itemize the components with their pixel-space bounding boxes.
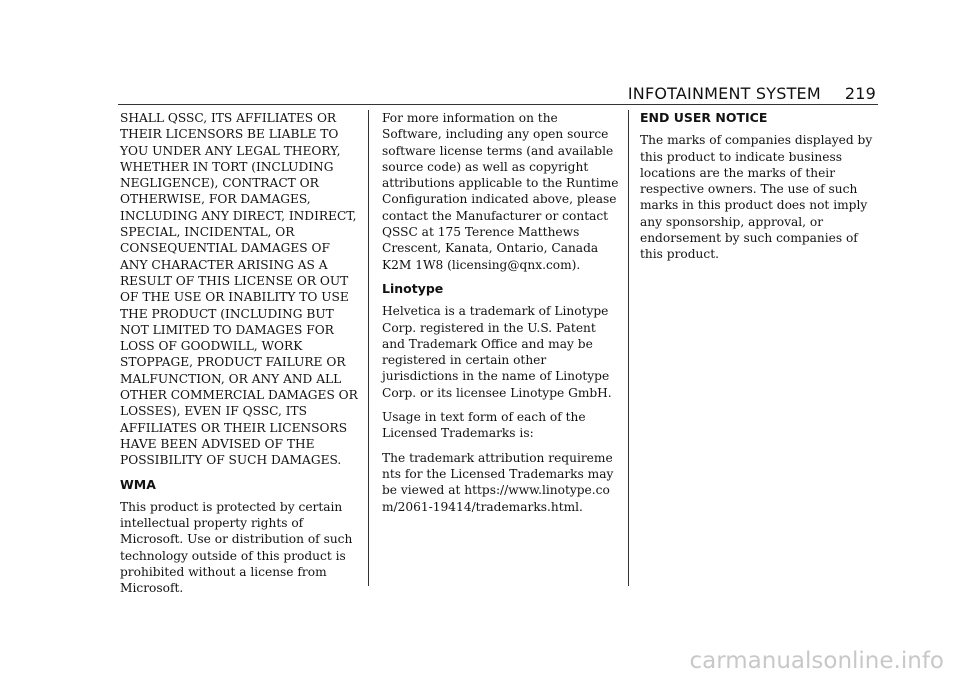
usage-paragraph: Usage in text form of each of the Licensed Trademarks is:	[382, 410, 586, 441]
column-1	[120, 110, 358, 605]
end-user-notice-heading: END USER NOTICE	[640, 110, 768, 125]
attribution-paragraph: The trademark attribution requirements for the Licensed Trademarks may be viewed at https://www.linotype.com/2061-19414/trademarks.html.	[382, 450, 614, 514]
wma-heading: WMA	[120, 476, 156, 492]
column-3	[640, 110, 878, 271]
end-user-notice-paragraph: The marks of companies displayed by this product to indicate business locations are the marks of their respective owners. The use of such marks in this product does not imply any sponsorship, approval, or endorsement by such companies of this product.	[640, 133, 873, 262]
column-divider-1	[368, 110, 369, 586]
software-info-paragraph: For more information on the Software, including any open source software license terms (and available source code) as well as copyright attributions applicable to the Runtime Configuration indicated above, please contact the Manufacturer or contact QSSC at 175 Terence Matthews Crescent, Kanata, Ontario, Canada K2M 1W8 (licensing@qnx.com).	[382, 111, 619, 272]
column-divider-2	[628, 110, 629, 586]
wma-paragraph: This product is protected by certain intellectual property rights of Microsoft. Use or distribution of such technology outside of this product is prohibited without a license from Microsoft.	[120, 499, 353, 596]
watermark: carmanualsonline.info	[689, 648, 944, 674]
linotype-heading: Linotype	[382, 280, 444, 296]
liability-paragraph: SHALL QSSC, ITS AFFILIATES OR THEIR LICENSORS BE LIABLE TO YOU UNDER ANY LEGAL THEORY, WHETHER IN TORT (INCLUDING NEGLIGENCE), CONTRACT OR OTHERWISE, FOR DAMAGES, INCLUDING ANY DIRECT, INDIRECT, SPECIAL, INCIDENTAL, OR CONSEQUENTIAL DAMAGES OF ANY CHARACTER ARISING AS A RESULT OF THIS LICENSE OR OUT OF THE USE OR INABILITY TO USE THE PRODUCT (INCLUDING BUT NOT LIMITED TO DAMAGES FOR LOSS OF GOODWILL, WORK STOPPAGE, PRODUCT FAILURE OR MALFUNCTION, OR ANY AND ALL OTHER COMMERCIAL DAMAGES OR LOSSES), EVEN IF QSSC, ITS AFFILIATES OR THEIR LICENSORS HAVE BEEN ADVISED OF THE POSSIBILITY OF SUCH DAMAGES.	[120, 111, 358, 468]
helvetica-paragraph: Helvetica is a trademark of Linotype Corp. registered in the U.S. Patent and Trademark Office and may be registered in certain other jurisdictions in the name of Linotype Corp. or its licensee Linotype GmbH.	[382, 304, 612, 400]
header-rule	[118, 104, 878, 105]
column-2	[382, 110, 620, 523]
section-title: INFOTAINMENT SYSTEM	[627, 84, 821, 103]
page-header	[628, 84, 876, 103]
page-number: 219	[844, 84, 876, 103]
